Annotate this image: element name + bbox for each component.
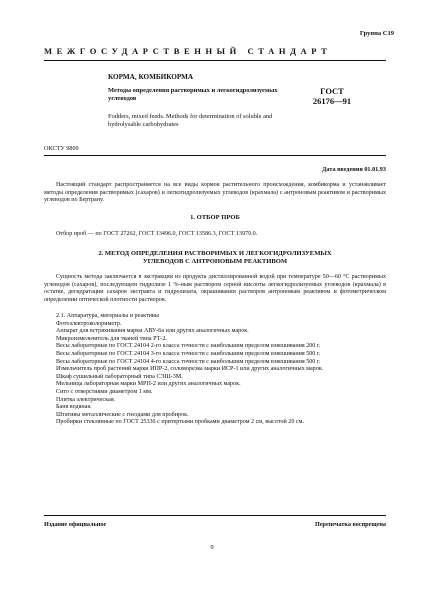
- list-item: Мельница лабораторная марки МРП-2 или других аналогичных марок.: [56, 381, 241, 388]
- list-item: 2.1. Аппаратура, материалы и реактивы: [56, 313, 159, 319]
- intro-paragraph: Настоящий стандарт распространяется на все виды кормов растительного происхождения, комбикорма и устанавливает методы определения растворимых (сахаров) и легкогидролизуемых углеводов (крахмала) с антроновым реактивом и растворимых углеводов по Бертрану.: [44, 182, 386, 204]
- okstu-code: ОКСТУ 9809: [44, 145, 79, 152]
- title-rule: [44, 155, 386, 156]
- list-item: Штативы металлические с гнездами для пробирок.: [56, 411, 189, 418]
- official-edition: Издание официальное: [44, 521, 107, 528]
- ru-title-sub: Методы определения растворимых и легкогидролизуемых углеводов: [108, 87, 278, 102]
- list-item: Микроизмельчитель для тканей типа РТ-2.: [56, 335, 167, 342]
- gost-label: ГОСТ: [320, 86, 344, 96]
- list-item: Пробирки стеклянные по ГОСТ 25336 с притертыми пробками диаметром 2 см, высотой 20 см.: [56, 419, 304, 426]
- footer-rule: [44, 515, 386, 516]
- section2-text: Сущность метода заключается в экстракции из продукта дистиллированной водой при температуре 50—60 °С растворимых углеводов (сахаров), последующем гидролизе 1 %-ным раствором серной кислоты легкогидролизуемых углеводов (крахмала) в остатке, дегидратации сахаров экстракта и гидролизата, окрашивании растворов антроновым реактивом и фотометрическом определении оптической плотности растворов.: [44, 274, 386, 303]
- gost-number: 26176—91: [312, 96, 352, 106]
- list-item: Весы лабораторные по ГОСТ 24104 4-го класса точности с наибольшим пределом взвешивания 500 г.: [56, 358, 321, 365]
- page-number: 9: [210, 544, 214, 551]
- group-code: Группа С19: [359, 30, 394, 37]
- effective-date: Дата введения 01.01.93: [322, 166, 386, 173]
- section2-heading: 2. МЕТОД ОПРЕДЕЛЕНИЯ РАСТВОРИМЫХ И ЛЕГКОГИДРОЛИЗУЕМЫХ УГЛЕВОДОВ С АНТРОНОВЫМ РЕАКТИВОМ: [98, 250, 332, 266]
- list-item: Фотоэлектроколориметр.: [56, 320, 122, 327]
- reprint-prohibited: Перепечатка воспрещена: [315, 521, 386, 528]
- equipment-list: [44, 313, 386, 427]
- list-item: Весы лабораторные по ГОСТ 24104 3-го класса точности с наибольшим пределом взвешивания 500 г.: [56, 350, 321, 357]
- ru-title-main: КОРМА, КОМБИКОРМА: [108, 73, 194, 81]
- list-item: Баня водяная.: [56, 404, 92, 411]
- section1-text: Отбор проб — по ГОСТ 27262, ГОСТ 13496.0, ГОСТ 13586.3, ГОСТ 13979.0.: [56, 231, 258, 237]
- list-item: Весы лабораторные по ГОСТ 24104 2-го класса точности с наибольшим пределом взвешивания 200 г.: [56, 343, 321, 350]
- list-item: Плитка электрическая.: [56, 396, 116, 403]
- en-title: Fodders, mixed feeds. Methods for determination of soluble and hydrolysable carbohydrates: [108, 113, 273, 129]
- list-item: Сито с отверстиями диаметром 1 мм.: [56, 388, 153, 395]
- section1-heading: 1. ОТБОР ПРОБ: [190, 214, 240, 221]
- gost-designation: [300, 86, 364, 106]
- list-item: Аппарат для встряхивания марки АВУ-6а или других аналогичных марок.: [56, 328, 249, 335]
- header-rule: [44, 60, 386, 61]
- list-item: Шкаф сушильный лабораторный типа СЭШ-3М.: [56, 373, 183, 380]
- list-item: Измельчитель проб растений марки ИПР-2, соломорезка марки ИСР-1 или других аналогичных марок.: [56, 366, 324, 373]
- standard-title: МЕЖГОСУДАРСТВЕННЫЙ СТАНДАРТ: [44, 46, 332, 56]
